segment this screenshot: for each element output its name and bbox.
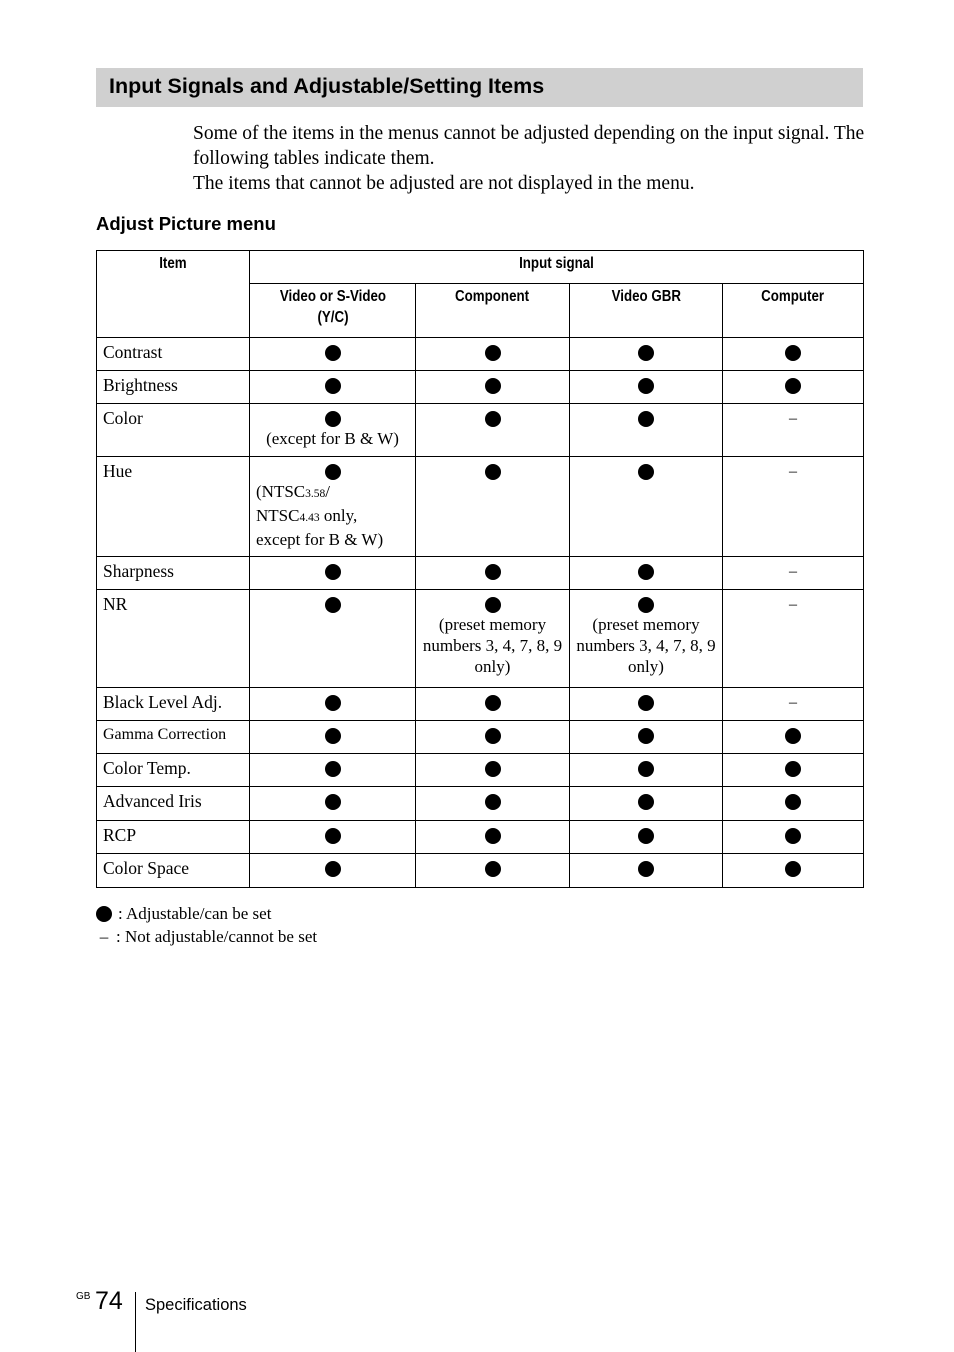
filled-circle-icon [485, 861, 501, 877]
value-cell [570, 821, 723, 854]
value-cell [570, 787, 723, 821]
table-row [97, 338, 864, 371]
table-row [97, 821, 864, 854]
row-item-label: Hue [97, 457, 250, 557]
value-cell [416, 821, 570, 854]
table-row [97, 457, 864, 557]
filled-circle-icon [785, 794, 801, 810]
filled-circle-icon [785, 828, 801, 844]
value-cell [250, 854, 416, 888]
row-item-label: Sharpness [97, 557, 250, 590]
value-cell [416, 457, 570, 557]
dash-symbol: – [789, 410, 798, 427]
note-fragment: NTSC [256, 506, 300, 525]
filled-circle-icon [325, 761, 341, 777]
filled-circle-icon [638, 728, 654, 744]
header-column: Video or S-Video (Y/C) [250, 284, 416, 338]
filled-circle-icon [638, 794, 654, 810]
filled-circle-icon [785, 378, 801, 394]
filled-circle-icon [325, 828, 341, 844]
table-row [97, 854, 864, 888]
dash-symbol: – [789, 563, 798, 580]
value-cell [250, 371, 416, 404]
filled-circle-icon [485, 464, 501, 480]
dash-symbol: – [789, 694, 798, 711]
dash-symbol: – [99, 927, 109, 946]
filled-circle-icon [485, 411, 501, 427]
value-cell [723, 557, 864, 590]
table-row [97, 754, 864, 787]
value-cell [250, 404, 416, 457]
header-column: Component [416, 284, 570, 338]
filled-circle-icon [485, 828, 501, 844]
filled-circle-icon [485, 728, 501, 744]
filled-circle-icon [485, 794, 501, 810]
filled-circle-icon [638, 695, 654, 711]
value-cell [570, 338, 723, 371]
filled-circle-icon [638, 411, 654, 427]
filled-circle-icon [785, 761, 801, 777]
value-cell [570, 557, 723, 590]
filled-circle-icon [638, 564, 654, 580]
row-item-label: Color Space [97, 854, 250, 888]
value-cell [723, 754, 864, 787]
value-cell [570, 721, 723, 754]
footer-section-name: Specifications [145, 1296, 247, 1314]
value-cell [570, 404, 723, 457]
value-cell [416, 721, 570, 754]
note-fragment: except for B & W) [256, 530, 384, 549]
filled-circle-icon [785, 861, 801, 877]
filled-circle-icon [325, 597, 341, 613]
filled-circle-icon [638, 597, 654, 613]
table-row [97, 721, 864, 754]
filled-circle-icon [785, 345, 801, 361]
filled-circle-icon [96, 906, 112, 922]
value-cell [570, 688, 723, 721]
filled-circle-icon [485, 695, 501, 711]
value-cell [416, 854, 570, 888]
value-cell [723, 338, 864, 371]
table-row [97, 404, 864, 457]
value-cell [416, 371, 570, 404]
value-cell [250, 338, 416, 371]
value-cell [416, 688, 570, 721]
footer-divider [135, 1292, 136, 1352]
cell-note: (except for B & W) [266, 429, 399, 448]
filled-circle-icon [638, 345, 654, 361]
cell-note: (preset memory numbers 3, 4, 7, 8, 9 only) [422, 615, 563, 676]
filled-circle-icon [325, 345, 341, 361]
table-row [97, 787, 864, 821]
table-row [97, 590, 864, 688]
filled-circle-icon [485, 761, 501, 777]
filled-circle-icon [325, 564, 341, 580]
note-fragment: 3.58 [305, 488, 326, 500]
value-cell [723, 787, 864, 821]
note-fragment: (NTSC [256, 482, 306, 501]
value-cell [723, 404, 864, 457]
header-column: Computer [723, 284, 864, 338]
row-item-label: Contrast [97, 338, 250, 371]
value-cell [723, 854, 864, 888]
row-item-label: Advanced Iris [97, 787, 250, 821]
value-cell [250, 557, 416, 590]
value-cell [250, 754, 416, 787]
value-cell [723, 457, 864, 557]
row-item-label: RCP [97, 821, 250, 854]
sub-heading: Adjust Picture menu [96, 213, 276, 234]
legend-not-adjustable [96, 925, 317, 948]
filled-circle-icon [485, 345, 501, 361]
value-cell [250, 787, 416, 821]
value-cell [250, 721, 416, 754]
value-cell [723, 371, 864, 404]
intro-paragraph [193, 121, 873, 196]
filled-circle-icon [325, 464, 341, 480]
value-cell [416, 404, 570, 457]
note-fragment: 4.43 [299, 512, 320, 524]
row-item-label: Brightness [97, 371, 250, 404]
header-column: Video GBR [570, 284, 723, 338]
value-cell [570, 590, 723, 688]
filled-circle-icon [638, 861, 654, 877]
dash-symbol: – [789, 463, 798, 480]
value-cell [416, 557, 570, 590]
row-item-label: Gamma Correction [97, 721, 250, 754]
value-cell [570, 754, 723, 787]
section-heading-bar [96, 68, 863, 107]
row-item-label: Color Temp. [97, 754, 250, 787]
filled-circle-icon [485, 597, 501, 613]
filled-circle-icon [325, 794, 341, 810]
filled-circle-icon [325, 378, 341, 394]
value-cell [416, 590, 570, 688]
filled-circle-icon [638, 828, 654, 844]
header-item: Item [97, 251, 250, 338]
value-cell [250, 688, 416, 721]
value-cell [416, 754, 570, 787]
value-cell [723, 688, 864, 721]
table-row [97, 688, 864, 721]
value-cell [723, 721, 864, 754]
filled-circle-icon [638, 761, 654, 777]
intro-line-2: The items that cannot be adjusted are not displayed in the menu. [193, 173, 695, 194]
section-title: Input Signals and Adjustable/Setting Items [109, 74, 545, 98]
filled-circle-icon [638, 464, 654, 480]
adjust-picture-table [96, 250, 864, 888]
cell-note [250, 481, 415, 556]
value-cell [250, 590, 416, 688]
filled-circle-icon [485, 378, 501, 394]
value-cell [723, 590, 864, 688]
value-cell [416, 787, 570, 821]
value-cell [250, 457, 416, 557]
value-cell [570, 371, 723, 404]
legend-adjustable-text: : Adjustable/can be set [118, 904, 272, 923]
filled-circle-icon [485, 564, 501, 580]
region-code: GB [76, 1291, 91, 1302]
row-item-label: Black Level Adj. [97, 688, 250, 721]
value-cell [570, 457, 723, 557]
row-item-label: NR [97, 590, 250, 688]
filled-circle-icon [325, 411, 341, 427]
filled-circle-icon [785, 728, 801, 744]
table-row [97, 557, 864, 590]
intro-line-1: Some of the items in the menus cannot be adjusted depending on the input signal. The following tables indicate them. [193, 123, 865, 169]
legend [96, 902, 317, 948]
filled-circle-icon [325, 861, 341, 877]
legend-not-adjustable-text: : Not adjustable/cannot be set [116, 927, 318, 946]
filled-circle-icon [325, 728, 341, 744]
value-cell [570, 854, 723, 888]
row-item-label: Color [97, 404, 250, 457]
note-fragment: / [325, 482, 330, 501]
filled-circle-icon [638, 378, 654, 394]
value-cell [250, 821, 416, 854]
filled-circle-icon [325, 695, 341, 711]
legend-adjustable [96, 902, 317, 925]
note-fragment: only, [319, 506, 358, 525]
cell-note: (preset memory numbers 3, 4, 7, 8, 9 only) [576, 615, 716, 676]
value-cell [416, 338, 570, 371]
table-row [97, 371, 864, 404]
header-input-signal: Input signal [250, 251, 864, 284]
page-number: 74 [95, 1287, 123, 1315]
dash-symbol: – [789, 596, 798, 613]
value-cell [723, 821, 864, 854]
